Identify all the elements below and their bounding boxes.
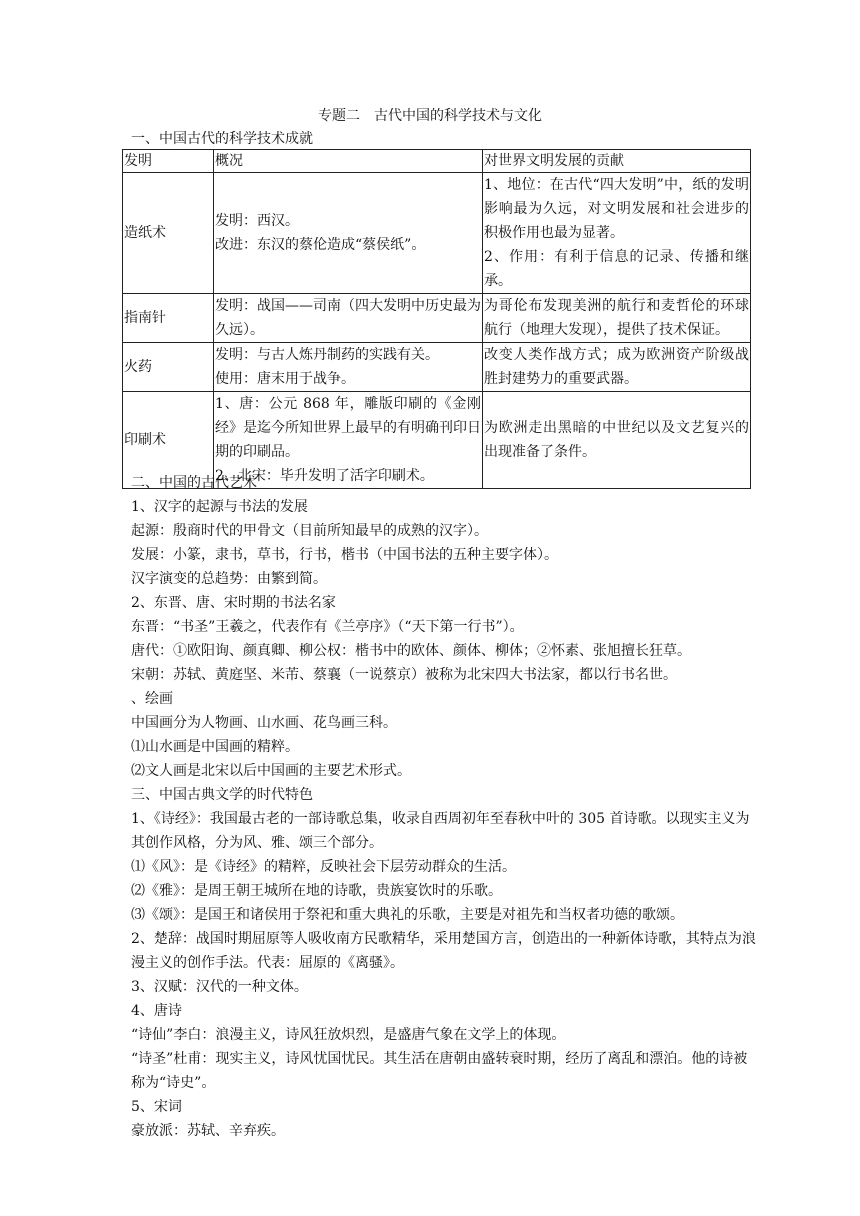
page-title: 专题二 古代中国的科学技术与文化 (318, 108, 542, 124)
invention-name: 造纸术 (123, 173, 214, 294)
paragraph: 豪放派：苏轼、辛弃疾。 (131, 1123, 285, 1139)
paragraph: 2、楚辞：战国时期屈原等人吸收南方民歌精华，采用楚国方言，创造出的一种新体诗歌，其特点为浪漫主义的创作手法。代表：屈原的《离骚》。 (131, 931, 756, 971)
subheading: 4、唐诗 (131, 1003, 182, 1019)
overview-line: 发明：战国——司南（四大发明中历史最为久远）。 (215, 298, 481, 338)
invention-contribution (483, 173, 751, 294)
paragraph: 起源：殷商时代的甲骨文（目前所知最早的成熟的汉字）。 (131, 523, 488, 539)
paragraph: ⑵文人画是北宋以后中国画的主要艺术形式。 (131, 763, 411, 779)
subheading: 、绘画 (131, 691, 173, 707)
contribution-line: 1、地位：在古代“四大发明”中，纸的发明影响最为久远，对文明发展和社会进步的积极作用也最为显著。 (484, 177, 749, 241)
section-heading-literature: 三、中国古典文学的时代特色 (131, 787, 313, 803)
subheading: 5、宋词 (131, 1099, 182, 1115)
overview-line: 发明：与古人炼丹制药的实践有关。 (215, 347, 439, 363)
invention-overview (214, 294, 483, 343)
section-heading-science: 一、中国古代的科学技术成就 (131, 131, 313, 147)
contribution-line: 为欧洲走出黑暗的中世纪以及文艺复兴的出现准备了条件。 (484, 420, 749, 460)
document-body (131, 471, 761, 1143)
table-row (123, 343, 751, 392)
column-header-overview: 概况 (214, 150, 483, 173)
contribution-line: 2、作用：有利于信息的记录、传播和继承。 (484, 249, 749, 289)
invention-overview (214, 173, 483, 294)
paragraph: 3、汉赋：汉代的一种文体。 (131, 979, 308, 995)
paragraph: ⑶《颂》：是国王和诸侯用于祭祀和重大典礼的乐歌，主要是对祖先和当权者功德的歌颂。 (131, 907, 684, 923)
paragraph: ⑴《风》：是《诗经》的精粹，反映社会下层劳动群众的生活。 (131, 859, 516, 875)
column-header-contribution: 对世界文明发展的贡献 (483, 150, 751, 173)
paragraph: 宋朝：苏轼、黄庭坚、米芾、蔡襄（一说蔡京）被称为北宋四大书法家，都以行书名世。 (131, 667, 677, 683)
invention-name: 印刷术 (123, 392, 214, 489)
invention-name: 指南针 (123, 294, 214, 343)
invention-contribution (483, 294, 751, 343)
overview-line: 改进：东汉的蔡伦造成“蔡侯纸”。 (215, 237, 426, 253)
invention-overview (214, 343, 483, 392)
overview-line: 发明：西汉。 (215, 213, 299, 229)
paragraph: 1、《诗经》：我国最古老的一部诗歌总集，收录自西周初年至春秋中叶的 305 首诗歌。以现实主义为其创作风格，分为风、雅、颂三个部分。 (131, 811, 750, 851)
paragraph: 唐代：①欧阳询、颜真卿、柳公权：楷书中的欧体、颜体、柳体；②怀素、张旭擅长狂草。 (131, 643, 691, 659)
contribution-line: 改变人类作战方式；成为欧洲资产阶级战胜封建势力的重要武器。 (484, 347, 749, 387)
paragraph: “诗仙”李白：浪漫主义，诗风狂放炽烈，是盛唐气象在文学上的体现。 (131, 1027, 566, 1043)
paragraph: ⑴山水画是中国画的精粹。 (131, 739, 299, 755)
table-row (123, 173, 751, 294)
overview-line: 1、唐：公元 868 年，雕版印刷的《金刚经》是迄今所知世界上最早的有明确刊印日期的印刷品。 (215, 396, 481, 460)
subheading: 2、东晋、唐、宋时期的书法名家 (131, 595, 336, 611)
paragraph: “诗圣”杜甫：现实主义，诗风忧国忧民。其生活在唐朝由盛转衰时期，经历了离乱和漂泊。他的诗被称为“诗史”。 (131, 1051, 748, 1091)
inventions-table (122, 149, 751, 489)
table-header-row (123, 150, 751, 173)
column-header-invention: 发明 (123, 150, 214, 173)
subheading: 1、汉字的起源与书法的发展 (131, 499, 308, 515)
section-heading-art: 二、中国的古代艺术 (131, 475, 257, 491)
paragraph: 汉字演变的总趋势：由繁到简。 (131, 571, 327, 587)
table-row (123, 294, 751, 343)
overview-line: 2、北宋：毕升发明了活字印刷术。 (215, 468, 434, 484)
paragraph: 东晋：“书圣”王羲之，代表作有《兰亭序》（“天下第一行书”）。 (131, 619, 524, 635)
invention-name: 火药 (123, 343, 214, 392)
paragraph: 中国画分为人物画、山水画、花鸟画三科。 (131, 715, 397, 731)
overview-line: 使用：唐末用于战争。 (215, 371, 355, 387)
paragraph: ⑵《雅》：是周王朝王城所在地的诗歌，贵族宴饮时的乐歌。 (131, 883, 502, 899)
paragraph: 发展：小篆，隶书，草书，行书，楷书（中国书法的五种主要字体）。 (131, 547, 558, 563)
contribution-line: 为哥伦布发现美洲的航行和麦哲伦的环球航行（地理大发现），提供了技术保证。 (484, 298, 749, 338)
invention-contribution (483, 343, 751, 392)
